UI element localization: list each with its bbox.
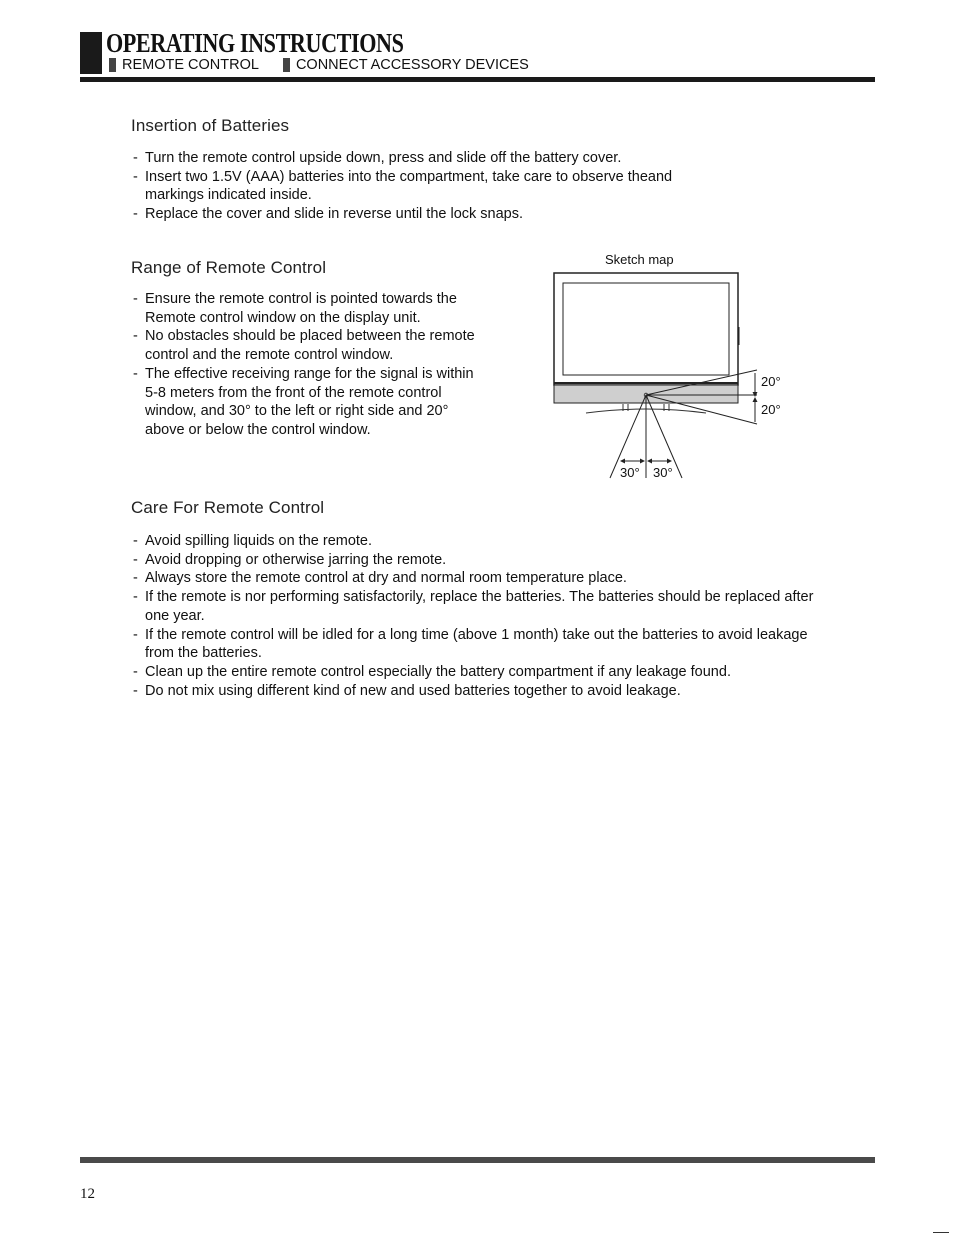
list-item: - If the remote control will be idled for a long time (above 1 month) take out the batteries to avoid leakage from the batteries. [133,626,821,663]
angle-down-label: 20° [761,402,781,417]
sketch-map-diagram [540,250,800,490]
list-item: - If the remote is nor performing satisfactorily, replace the batteries. The batteries should be replaced after one year. [133,588,821,625]
list-item: - No obstacles should be placed between the remote control and the remote control window. [133,327,481,364]
sketch-title: Sketch map [605,252,674,267]
page-number: 12 [80,1186,95,1202]
tab-label: REMOTE CONTROL [122,57,259,73]
tv-screen [563,283,729,375]
header-tabs [109,57,553,73]
angle-right-label: 30° [653,465,673,480]
page-title: OPERATING INSTRUCTIONS [106,28,404,58]
tab-label: CONNECT ACCESSORY DEVICES [295,57,529,73]
tab-marker [283,58,290,72]
header-block [80,32,102,74]
list-item: - Clean up the entire remote control especially the battery compartment if any leakage found. [133,663,821,682]
list-item: - The effective receiving range for the signal is within 5-8 meters from the front of the remote control window, and 30° to the left or right side and 20° above or below the control window. [133,365,481,440]
range-list [133,290,481,440]
list-item: - Do not mix using different kind of new and used batteries together to avoid leakage. [133,682,821,701]
angle-left-label: 30° [620,465,640,480]
header-rule [80,77,875,82]
list-item: - Turn the remote control upside down, press and slide off the battery cover. [133,149,773,168]
tab-connect-accessory-devices [283,57,529,73]
tab-remote-control [109,57,259,73]
batteries-heading: Insertion of Batteries [131,116,290,135]
range-heading: Range of Remote Control [131,258,327,277]
list-item: - Ensure the remote control is pointed towards the Remote control window on the display unit. [133,290,481,327]
list-item: - Always store the remote control at dry and normal room temperature place. [133,569,821,588]
tab-marker [109,58,116,72]
list-item: - Avoid dropping or otherwise jarring the remote. [133,551,821,570]
list-item: - Avoid spilling liquids on the remote. [133,532,821,551]
footer-rule [80,1157,875,1163]
care-heading: Care For Remote Control [131,498,325,517]
list-item: - Insert two 1.5V (AAA) batteries into the compartment, take care to observe theand markings indicated inside. [133,168,773,205]
care-list [133,532,821,700]
list-item: - Replace the cover and slide in reverse until the lock snaps. [133,205,773,224]
batteries-list [133,149,773,224]
angle-up-label: 20° [761,374,781,389]
